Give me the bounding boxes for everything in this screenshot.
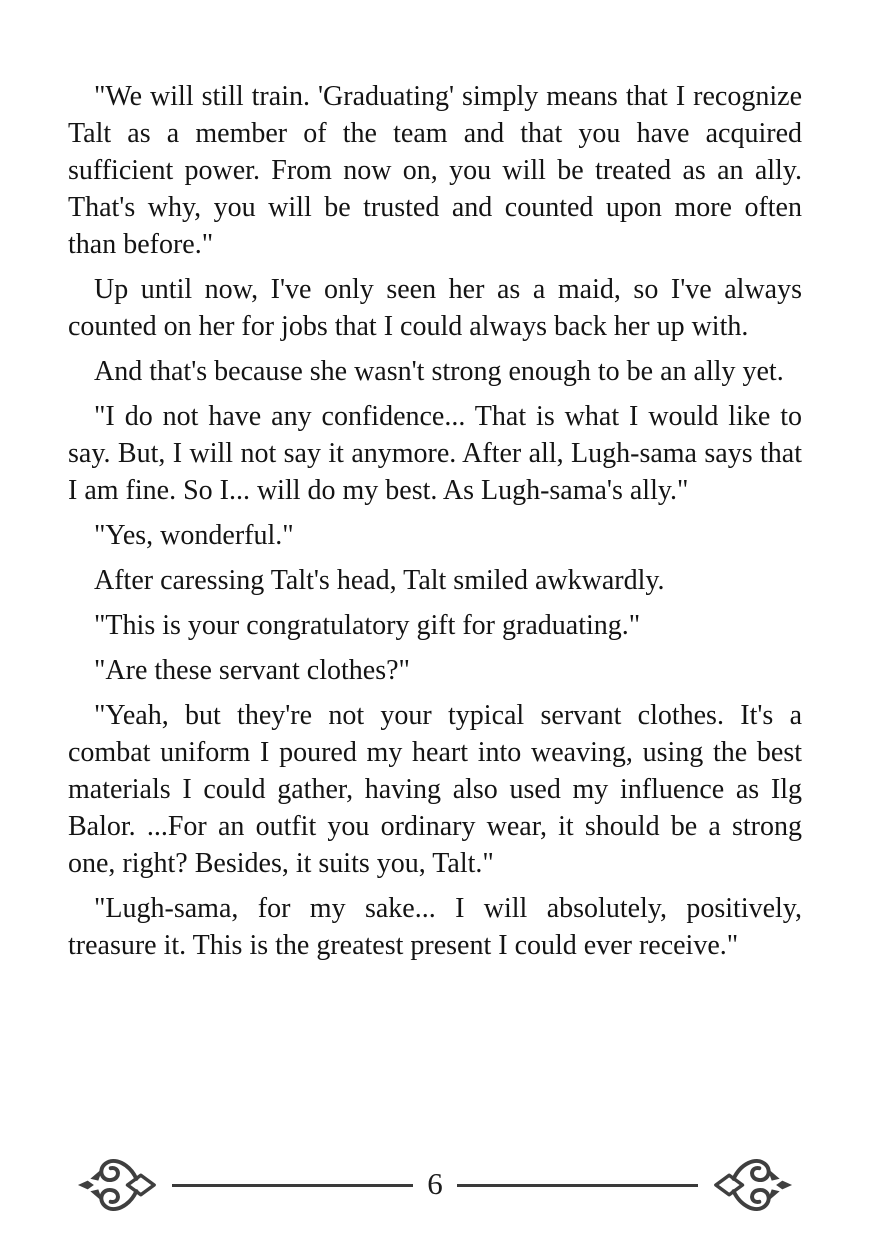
footer-rule-left: [172, 1184, 413, 1187]
paragraph: "Yeah, but they're not your typical servant clothes. It's a combat uniform I poured my heart into weaving, using the best materials I could gather, having also used my influence as Ilg Balor. ...For an outfit you ordinary wear, it should be a strong one, right? Besides, it suits you, Talt.": [68, 700, 802, 879]
paragraph: "I do not have any confidence... That is what I would like to say. But, I will not say it anymore. After all, Lugh-sama says that I am fine. So I... will do my best. As Lugh-sama's ally.": [68, 401, 802, 506]
paragraph: After caressing Talt's head, Talt smiled awkwardly.: [94, 565, 665, 596]
paragraph: And that's because she wasn't strong enough to be an ally yet.: [94, 356, 784, 387]
page-footer: [76, 1153, 794, 1217]
body-text: [68, 78, 802, 972]
paragraph: "This is your congratulatory gift for graduating.": [94, 610, 641, 641]
paragraph: "Yes, wonderful.": [94, 520, 294, 551]
paragraph: "Are these servant clothes?": [94, 655, 410, 686]
page-number: 6: [427, 1165, 443, 1201]
scroll-flourish-right-icon: [698, 1154, 794, 1216]
paragraph: "We will still train. 'Graduating' simply means that I recognize Talt as a member of the team and that you have acquired sufficient power. From now on, you will be treated as an ally. That's why, you will be trusted and counted upon more often than before.": [68, 81, 802, 260]
paragraph: "Lugh-sama, for my sake... I will absolutely, positively, treasure it. This is the greatest present I could ever receive.": [68, 893, 802, 961]
paragraph: Up until now, I've only seen her as a maid, so I've always counted on her for jobs that I could always back her up with.: [68, 274, 802, 342]
scroll-flourish-left-icon: [76, 1154, 172, 1216]
footer-rule-right: [457, 1184, 698, 1187]
